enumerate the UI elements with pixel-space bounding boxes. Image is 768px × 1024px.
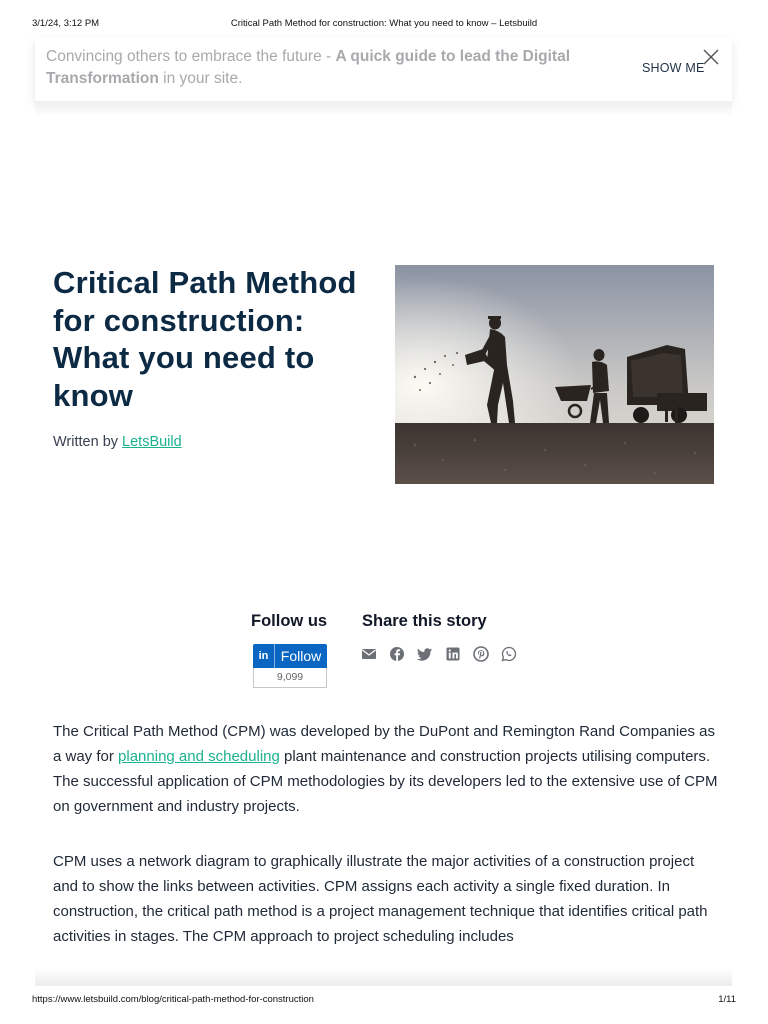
print-datetime: 3/1/24, 3:12 PM <box>32 18 100 29</box>
banner-text-prefix: Convincing others to embrace the future - <box>46 48 336 65</box>
print-header <box>32 18 736 32</box>
body-paragraph-2: CPM uses a network diagram to graphically illustrate the major activities of a construction project and to show the links between activities. CPM assigns each activity a single fixed duration. In construction, the critical path method is a project management technique that identifies critical path activities in stages. The CPM approach to project scheduling includes <box>53 853 708 945</box>
banner-text <box>46 46 616 90</box>
body-paragraph-1 <box>53 719 718 819</box>
linkedin-icon[interactable] <box>445 646 461 662</box>
author-link[interactable]: LetsBuild <box>122 434 182 450</box>
whatsapp-icon[interactable] <box>501 646 517 662</box>
banner-guide-link[interactable]: A quick guide to lead the Digital Transformation <box>46 48 571 87</box>
p1-text-after: plant maintenance and construction projects utilising computers. The successful application of CPM methodologies by its developers led to the extensive use of CPM on government and industry projects. <box>53 748 718 815</box>
linkedin-logo-icon: in <box>253 644 275 668</box>
linkedin-follower-count: 9,099 <box>253 668 327 688</box>
print-url: https://www.letsbuild.com/blog/critical-path-method-for-construction <box>32 994 314 1005</box>
share-story-heading: Share this story <box>362 612 487 630</box>
email-icon[interactable] <box>361 646 377 662</box>
page-number: 1/11 <box>718 994 736 1005</box>
banner-text-suffix: in your site. <box>158 70 243 87</box>
show-me-button[interactable]: SHOW ME <box>642 61 705 75</box>
facebook-icon[interactable] <box>389 646 405 662</box>
p1-text-before: The Critical Path Method (CPM) was developed by the DuPont and Remington Rand Companies as a way for <box>53 723 716 765</box>
close-icon[interactable] <box>702 48 720 66</box>
follow-us-heading: Follow us <box>251 612 328 630</box>
byline <box>53 434 182 450</box>
pinterest-icon[interactable] <box>473 646 489 662</box>
linkedin-follow-widget <box>253 644 327 688</box>
planning-scheduling-link[interactable]: planning and scheduling <box>118 748 280 765</box>
twitter-icon[interactable] <box>417 646 433 662</box>
article-title: Critical Path Method for construction: What you need to know <box>53 265 357 413</box>
promo-banner <box>35 37 732 101</box>
share-icons <box>361 646 517 662</box>
hero-image <box>395 265 714 484</box>
construction-workers-photo <box>395 265 714 484</box>
byline-prefix: Written by <box>53 434 123 450</box>
linkedin-follow-label: Follow <box>280 648 322 664</box>
bottom-fade <box>35 968 732 986</box>
banner-shadow <box>35 101 732 117</box>
linkedin-follow-button[interactable] <box>253 644 327 668</box>
print-doc-title: Critical Path Method for construction: What you need to know – Letsbuild <box>230 18 538 29</box>
